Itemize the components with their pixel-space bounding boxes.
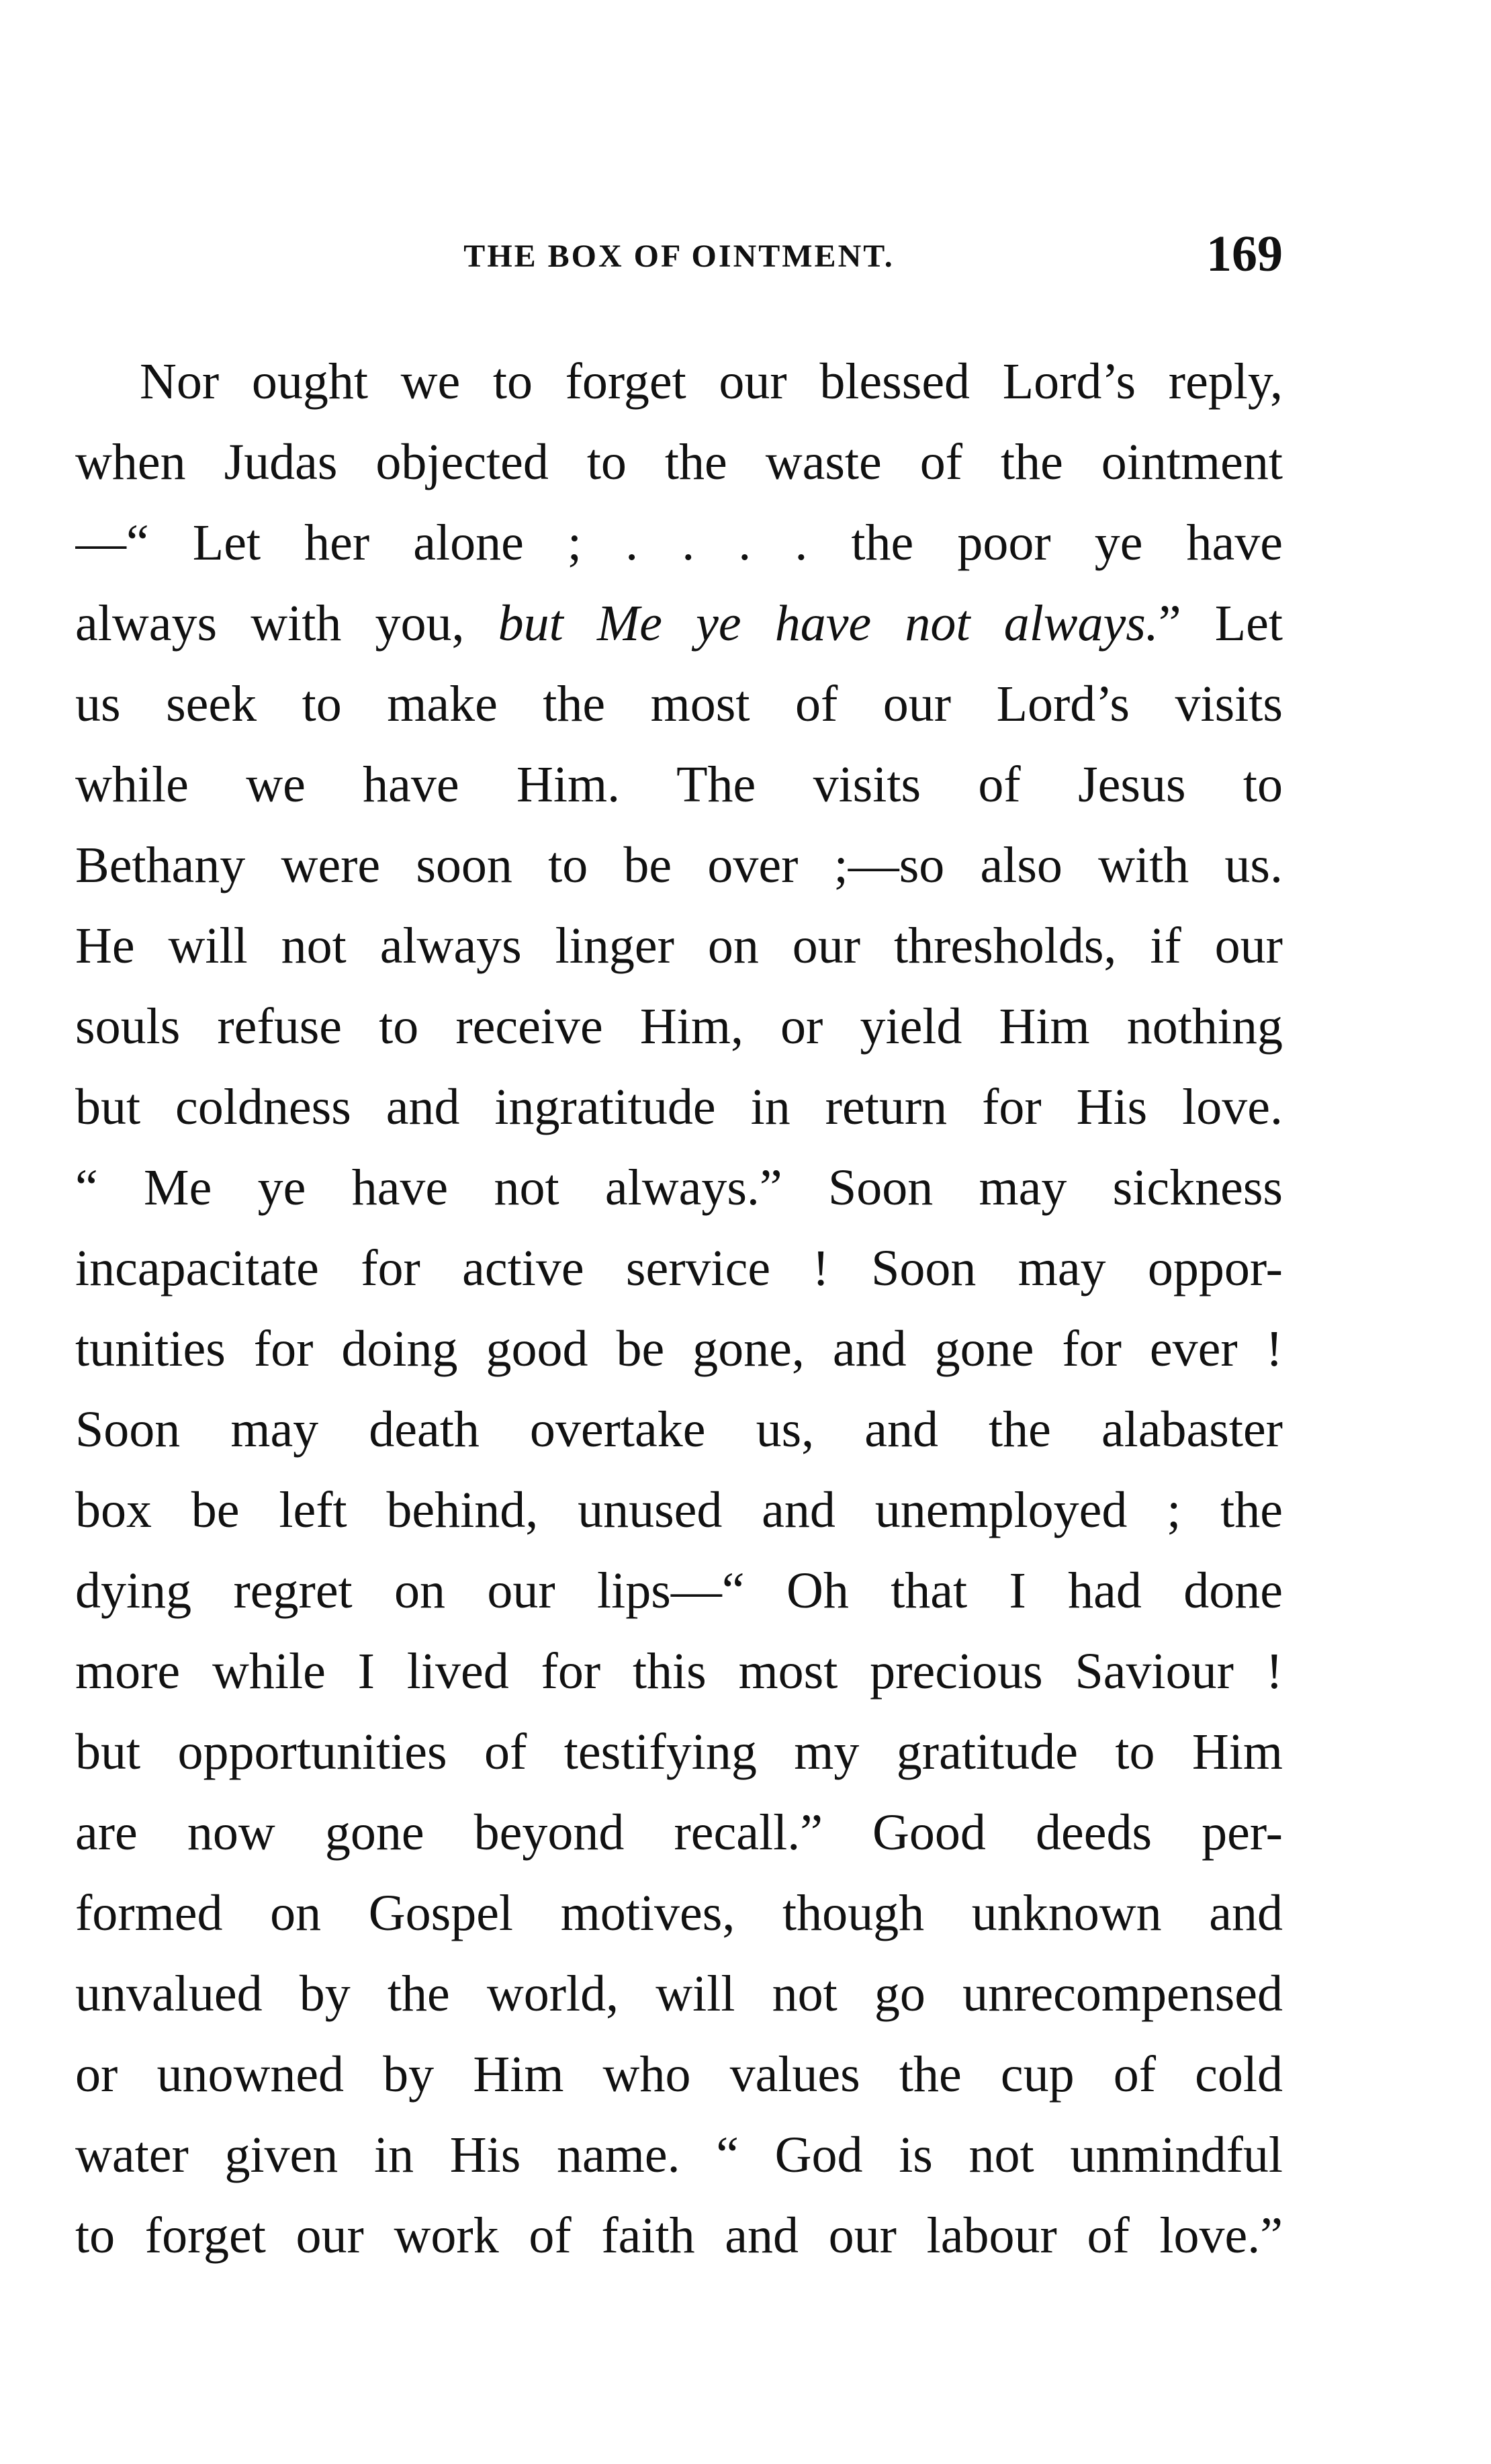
text-line: formed on Gospel motives, though unknown and	[75, 1885, 1283, 1941]
text-line: or unowned by Him who values the cup of cold	[75, 2046, 1283, 2103]
text-line: box be left behind, unused and unemployed ; the	[75, 1482, 1283, 1538]
text-line: He will not always linger on our thresholds, if our	[75, 918, 1283, 974]
text-line: —“ Let her alone ; . . . . the poor ye have	[75, 515, 1283, 571]
text-segment: ” Let	[1158, 595, 1283, 652]
text-line: tunities for doing good be gone, and gone for ever !	[75, 1321, 1283, 1377]
text-line: more while I lived for this most precious Saviour !	[75, 1643, 1283, 1700]
text-line: Nor ought we to forget our blessed Lord’s reply,	[140, 353, 1283, 410]
italic-quote: but Me ye have not always.	[498, 595, 1159, 652]
text-line: unvalued by the world, will not go unrecompensed	[75, 1966, 1283, 2022]
text-line: Soon may death overtake us, and the alabaster	[75, 1401, 1283, 1458]
text-line: souls refuse to receive Him, or yield Him nothing	[75, 998, 1283, 1055]
running-title: THE BOX OF OINTMENT.	[463, 238, 895, 274]
text-line: to forget our work of faith and our labour of love.”	[75, 2207, 1283, 2264]
text-line: us seek to make the most of our Lord’s visits	[75, 676, 1283, 732]
text-line: dying regret on our lips—“ Oh that I had done	[75, 1563, 1283, 1619]
text-line: but opportunities of testifying my gratitude to Him	[75, 1724, 1283, 1780]
text-line: “ Me ye have not always.” Soon may sickness	[75, 1159, 1283, 1216]
text-line	[75, 583, 1283, 664]
text-line: while we have Him. The visits of Jesus to	[75, 756, 1283, 813]
running-header	[75, 228, 1283, 296]
text-line: when Judas objected to the waste of the ointment	[75, 434, 1283, 490]
text-line: Bethany were soon to be over ;—so also with us.	[75, 837, 1283, 893]
text-line: but coldness and ingratitude in return for His love.	[75, 1079, 1283, 1135]
text-segment: always with you,	[75, 595, 498, 652]
page-number: 169	[1206, 226, 1283, 282]
text-line: water given in His name. “ God is not unmindful	[75, 2127, 1283, 2183]
text-line: are now gone beyond recall.” Good deeds per-	[75, 1804, 1283, 1861]
text-line: incapacitate for active service ! Soon may oppor-	[75, 1240, 1283, 1296]
body-paragraph	[75, 341, 1283, 2276]
